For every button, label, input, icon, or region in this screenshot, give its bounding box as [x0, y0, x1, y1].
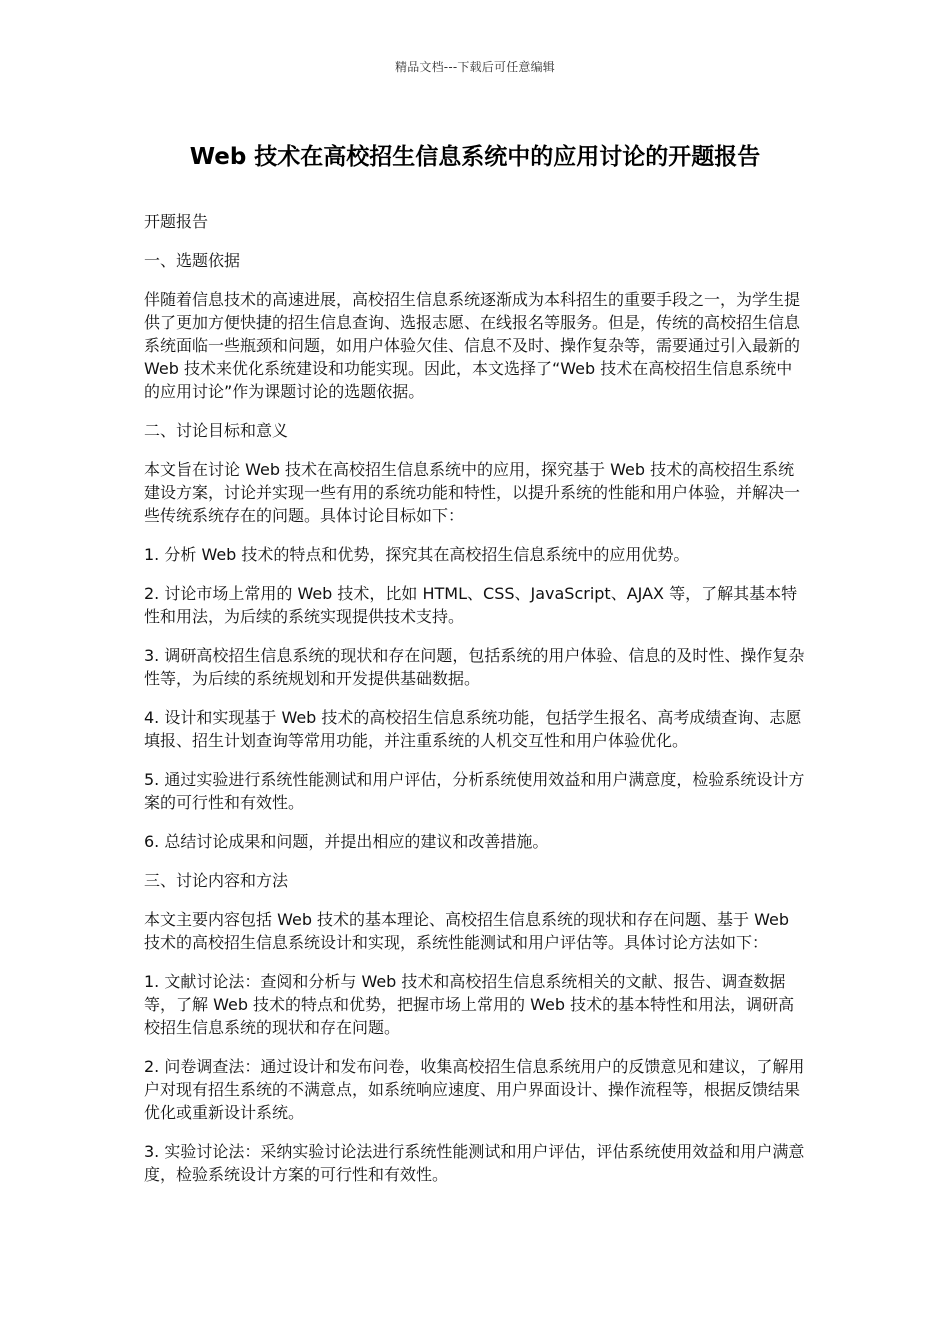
section-heading-goals: 二、讨论目标和意义	[144, 421, 289, 440]
method-item-2: 2. 问卷调查法：通过设计和发布问卷，收集高校招生信息系统用户的反馈意见和建议，了解用户对现有招生系统的不满意点，如系统响应速度、用户界面设计、操作流程等，根据反馈结果优化或重新设计系统。	[144, 1057, 805, 1122]
document-body	[144, 210, 808, 1202]
document-title: Web 技术在高校招生信息系统中的应用讨论的开题报告	[189, 144, 761, 170]
paragraph-basis: 伴随着信息技术的高速进展，高校招生信息系统逐渐成为本科招生的重要手段之一，为学生提供了更加方便快捷的招生信息查询、选报志愿、在线报名等服务。但是，传统的高校招生信息系统面临一些瓶颈和问题，如用户体验欠佳、信息不及时、操作复杂等，需要通过引入最新的 Web 技术来优化系统建设和功能实现。因此，本文选择了“Web 技术在高校招生信息系统中的应用讨论”作为课题讨论的选题依据。	[144, 290, 801, 401]
goal-item-1: 1. 分析 Web 技术的特点和优势，探究其在高校招生信息系统中的应用优势。	[144, 545, 690, 564]
method-item-3: 3. 实验讨论法：采纳实验讨论法进行系统性能测试和用户评估，评估系统使用效益和用户满意度，检验系统设计方案的可行性和有效性。	[144, 1142, 805, 1184]
section-heading-methods: 三、讨论内容和方法	[144, 871, 289, 890]
goal-item-2: 2. 讨论市场上常用的 Web 技术，比如 HTML、CSS、JavaScript、AJAX 等，了解其基本特性和用法，为后续的系统实现提供技术支持。	[144, 584, 798, 626]
header-note: 精品文档---下载后可任意编辑	[395, 60, 555, 74]
method-item-1: 1. 文献讨论法：查阅和分析与 Web 技术和高校招生信息系统相关的文献、报告、调查数据等，了解 Web 技术的特点和优势，把握市场上常用的 Web 技术的基本特性和用法，调研高校招生信息系统的现状和存在问题。	[144, 972, 795, 1037]
goal-item-6: 6. 总结讨论成果和问题，并提出相应的建议和改善措施。	[144, 832, 549, 851]
section-heading-basis: 一、选题依据	[144, 251, 241, 270]
goal-item-5: 5. 通过实验进行系统性能测试和用户评估，分析系统使用效益和用户满意度，检验系统设计方案的可行性和有效性。	[144, 770, 805, 812]
paragraph-goals-intro: 本文旨在讨论 Web 技术在高校招生信息系统中的应用，探究基于 Web 技术的高校招生系统建设方案，讨论并实现一些有用的系统功能和特性，以提升系统的性能和用户体验，并解决一些传统系统存在的问题。具体讨论目标如下：	[144, 460, 801, 525]
goal-item-4: 4. 设计和实现基于 Web 技术的高校招生信息系统功能，包括学生报名、高考成绩查询、志愿填报、招生计划查询等常用功能，并注重系统的人机交互性和用户体验优化。	[144, 708, 802, 750]
paragraph-methods-intro: 本文主要内容包括 Web 技术的基本理论、高校招生信息系统的现状和存在问题、基于 Web 技术的高校招生信息系统设计和实现，系统性能测试和用户评估等。具体讨论方法如下：	[144, 910, 790, 952]
goal-item-3: 3. 调研高校招生信息系统的现状和存在问题，包括系统的用户体验、信息的及时性、操作复杂性等，为后续的系统规划和开发提供基础数据。	[144, 646, 805, 688]
section-label-report: 开题报告	[144, 212, 209, 231]
